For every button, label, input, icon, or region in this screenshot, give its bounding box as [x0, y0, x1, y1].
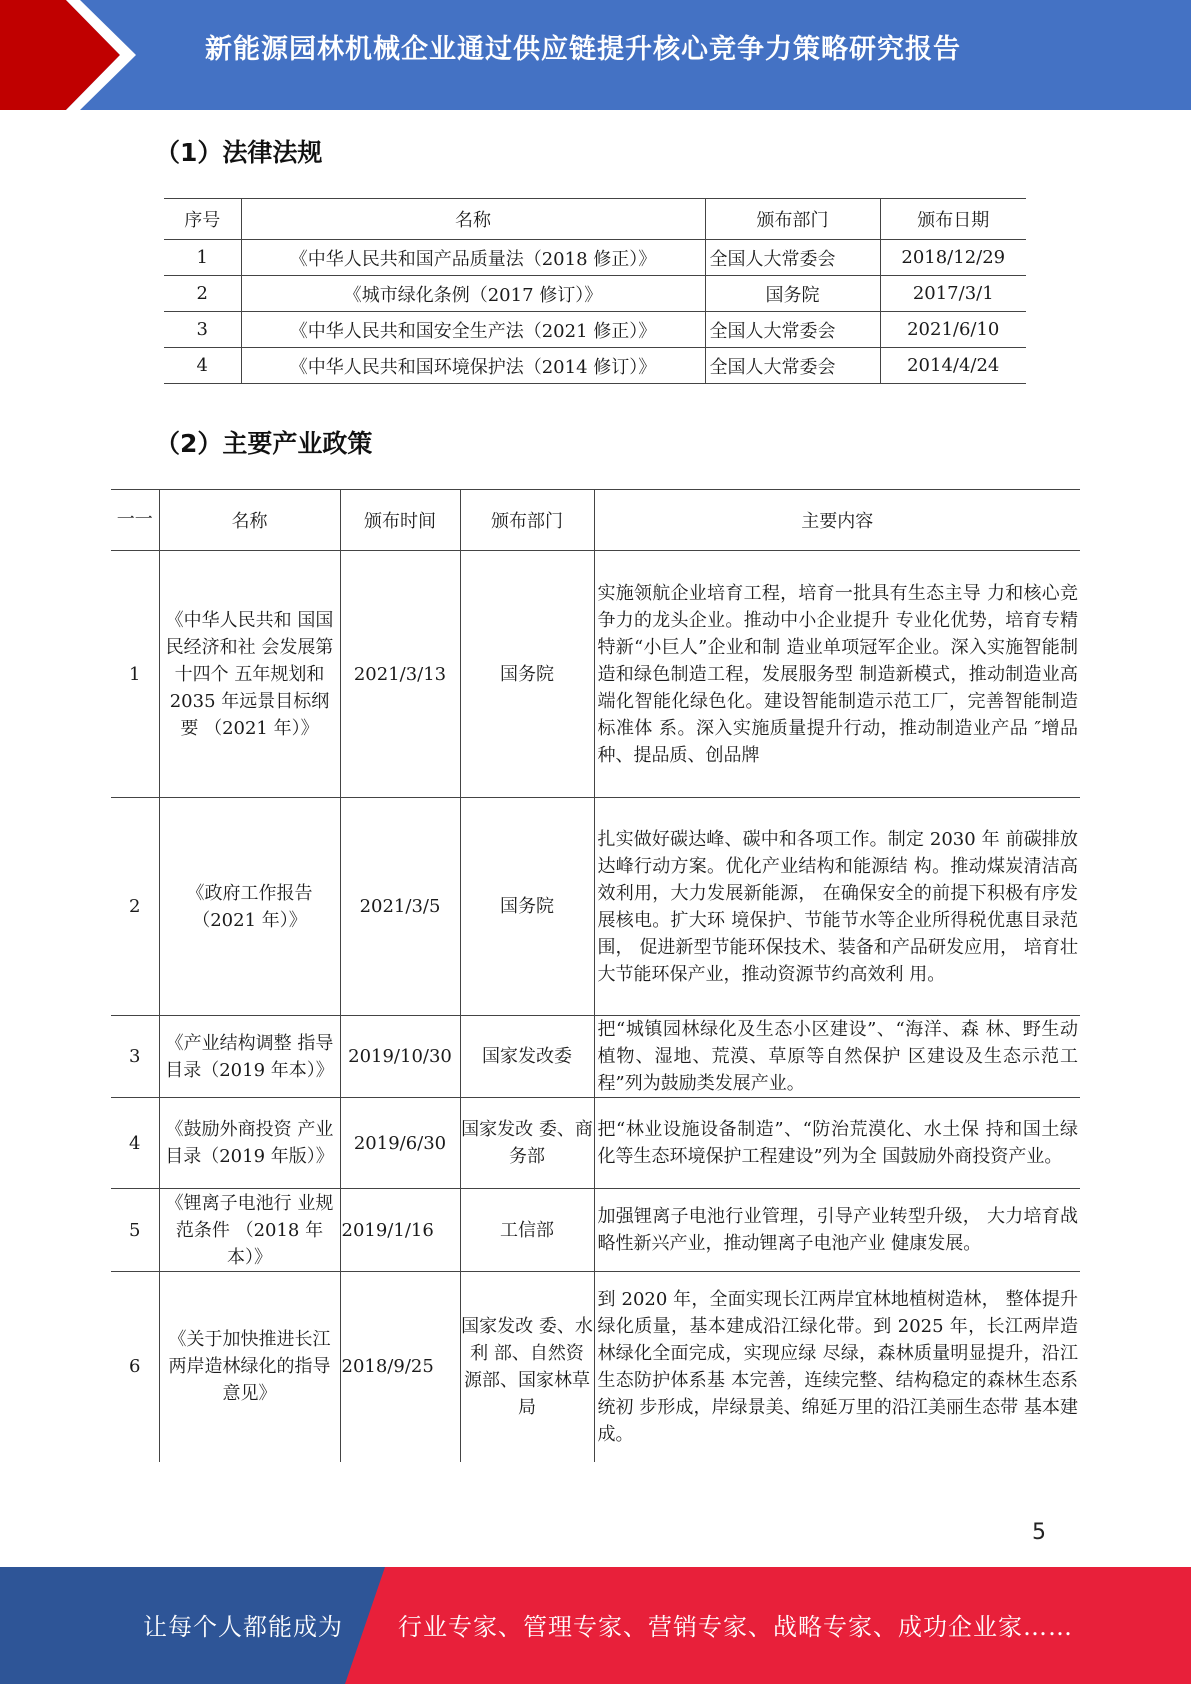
laws-col-header: 序号	[184, 210, 221, 231]
policy-content: 把“林业设施设备制造”、“防治荒漠化、水土保 持和国土绿化等生态环境保护工程建设”列为全 国鼓励外商投资产业。	[594, 1098, 1080, 1189]
policy-content: 到 2020 年，全面实现长江两岸宜林地植树造林， 整体提升绿化质量，基本建成沿江绿化带。到 2025 年，长江两岸造林绿化全面完成，实现应绿 尽绿，森林质量明显提升，沿江生态防护体系基 本完善，连续完整、结构稳定的森林生态系统初 步形成，岸绿景美、绵延万里的沿江美丽生态带 基本建成。	[594, 1272, 1080, 1462]
policies-section-heading: （2）主要产业政策	[155, 429, 373, 458]
policy-no: 5	[129, 1219, 141, 1241]
policy-col-header: 主要内容	[594, 490, 1080, 551]
table-row	[111, 1189, 1080, 1272]
policy-table	[111, 489, 1080, 1462]
policy-no: 2	[129, 896, 141, 917]
policy-name: 《鼓励外商投资 产业目录（2019 年版）》	[159, 1098, 340, 1189]
policy-name: 《政府工作报告（2021 年）》	[159, 798, 340, 1016]
law-date: 2021/6/10	[880, 312, 1026, 348]
policy-col-header: 颁布时间	[340, 490, 460, 551]
policy-date: 2018/9/25	[340, 1272, 460, 1462]
page-number: 5	[1032, 1520, 1046, 1545]
laws-table	[164, 198, 1026, 384]
law-no: 1	[196, 247, 208, 268]
policy-no: 6	[129, 1356, 141, 1378]
table-row	[164, 240, 1026, 276]
policy-dept: 国务院	[460, 551, 594, 798]
policy-content: 实施领航企业培育工程，培育一批具有生态主导 力和核心竞争力的龙头企业。推动中小企业提升 专业化优势，培育专精特新“小巨人”企业和制 造业单项冠军企业。深入实施智能制造和绿色制造工程，发展服务型 制造新模式，推动制造业高端化智能化绿色化。建设智能制造示范工厂，完善智能制造标准体 系。深入实施质量提升行动，推动制造业产品 ″增品种、提品质、创品牌	[594, 551, 1080, 798]
table-row	[111, 1272, 1080, 1462]
law-dept: 全国人大常委会	[705, 312, 880, 348]
policy-content: 把“城镇园林绿化及生态小区建设”、“海洋、森 林、野生动植物、湿地、荒漠、草原等自然保护 区建设及生态示范工程”列为鼓励类发展产业。	[594, 1016, 1080, 1098]
policy-dept: 国家发改委	[460, 1016, 594, 1098]
policy-col-header: 名称	[159, 490, 340, 551]
policy-date: 2021/3/13	[340, 551, 460, 798]
laws-section-heading: （1）法律法规	[155, 138, 323, 167]
law-name: 《中华人民共和国产品质量法（2018 修正）》	[241, 240, 705, 276]
law-no: 4	[196, 355, 208, 376]
law-name: 《中华人民共和国环境保护法（2014 修订）》	[241, 348, 705, 384]
table-row	[164, 276, 1026, 312]
policy-date: 2019/10/30	[340, 1016, 460, 1098]
table-row	[111, 1098, 1080, 1189]
table-row	[164, 348, 1026, 384]
policy-no: 3	[129, 1046, 141, 1067]
policy-name: 《产业结构调整 指导目录（2019 年本）》	[159, 1016, 340, 1098]
policy-col-header: 颁布部门	[460, 490, 594, 551]
law-date: 2017/3/1	[880, 276, 1026, 312]
policy-table-header-row	[111, 490, 1080, 551]
policy-dept: 国家发改 委、水利 部、自然资 源部、国家林草局	[460, 1272, 594, 1462]
laws-col-header: 颁布部门	[705, 199, 880, 240]
policy-dept: 工信部	[460, 1189, 594, 1272]
law-date: 2014/4/24	[880, 348, 1026, 384]
footer-slogan-right: 行业专家、管理专家、营销专家、战略专家、成功企业家……	[398, 1613, 1073, 1641]
policy-content: 加强锂离子电池行业管理，引导产业转型升级， 大力培育战略性新兴产业，推动锂离子电池产业 健康发展。	[594, 1189, 1080, 1272]
page-footer	[0, 1567, 1191, 1684]
table-row	[164, 312, 1026, 348]
policy-no: 4	[129, 1132, 141, 1154]
law-no: 3	[196, 319, 208, 340]
page-header	[0, 0, 1191, 110]
table-row	[111, 551, 1080, 798]
law-date: 2018/12/29	[880, 240, 1026, 276]
report-title: 新能源园林机械企业通过供应链提升核心竞争力策略研究报告	[205, 34, 961, 65]
footer-slogan-left: 让每个人都能成为	[143, 1613, 343, 1641]
policy-name: 《中华人民共和 国国民经济和社 会发展第十四个 五年规划和 2035 年远景目标纲要 （2021 年）》	[159, 551, 340, 798]
policy-content: 扎实做好碳达峰、碳中和各项工作。制定 2030 年 前碳排放达峰行动方案。优化产业结构和能源结 构。推动煤炭清洁高效利用，大力发展新能源， 在确保安全的前提下积极有序发展核电。扩大环 境保护、节能节水等企业所得税优惠目录范围， 促进新型节能环保技术、装备和产品研发应用， 培育壮大节能环保产业，推动资源节约高效利 用。	[594, 798, 1080, 1016]
policy-dept: 国务院	[460, 798, 594, 1016]
policy-date: 2021/3/5	[340, 798, 460, 1016]
law-dept: 国务院	[705, 276, 880, 312]
policy-date: 2019/6/30	[340, 1098, 460, 1189]
table-row	[111, 798, 1080, 1016]
law-dept: 全国人大常委会	[705, 348, 880, 384]
policy-col-header: 一一	[116, 509, 153, 530]
policy-name: 《锂离子电池行 业规范条件 （2018 年本）》	[159, 1189, 340, 1272]
laws-table-header-row	[164, 199, 1026, 240]
policy-name: 《关于加快推进长江两岸造林绿化的指导意见》	[159, 1272, 340, 1462]
law-no: 2	[196, 283, 208, 304]
law-name: 《中华人民共和国安全生产法（2021 修正）》	[241, 312, 705, 348]
law-name: 《城市绿化条例（2017 修订）》	[241, 276, 705, 312]
policy-no: 1	[129, 663, 141, 685]
laws-col-header: 名称	[241, 199, 705, 240]
policy-dept: 国家发改 委、商务部	[460, 1098, 594, 1189]
policy-date: 2019/1/16	[340, 1189, 460, 1272]
table-row	[111, 1016, 1080, 1098]
laws-col-header: 颁布日期	[880, 199, 1026, 240]
law-dept: 全国人大常委会	[705, 240, 880, 276]
